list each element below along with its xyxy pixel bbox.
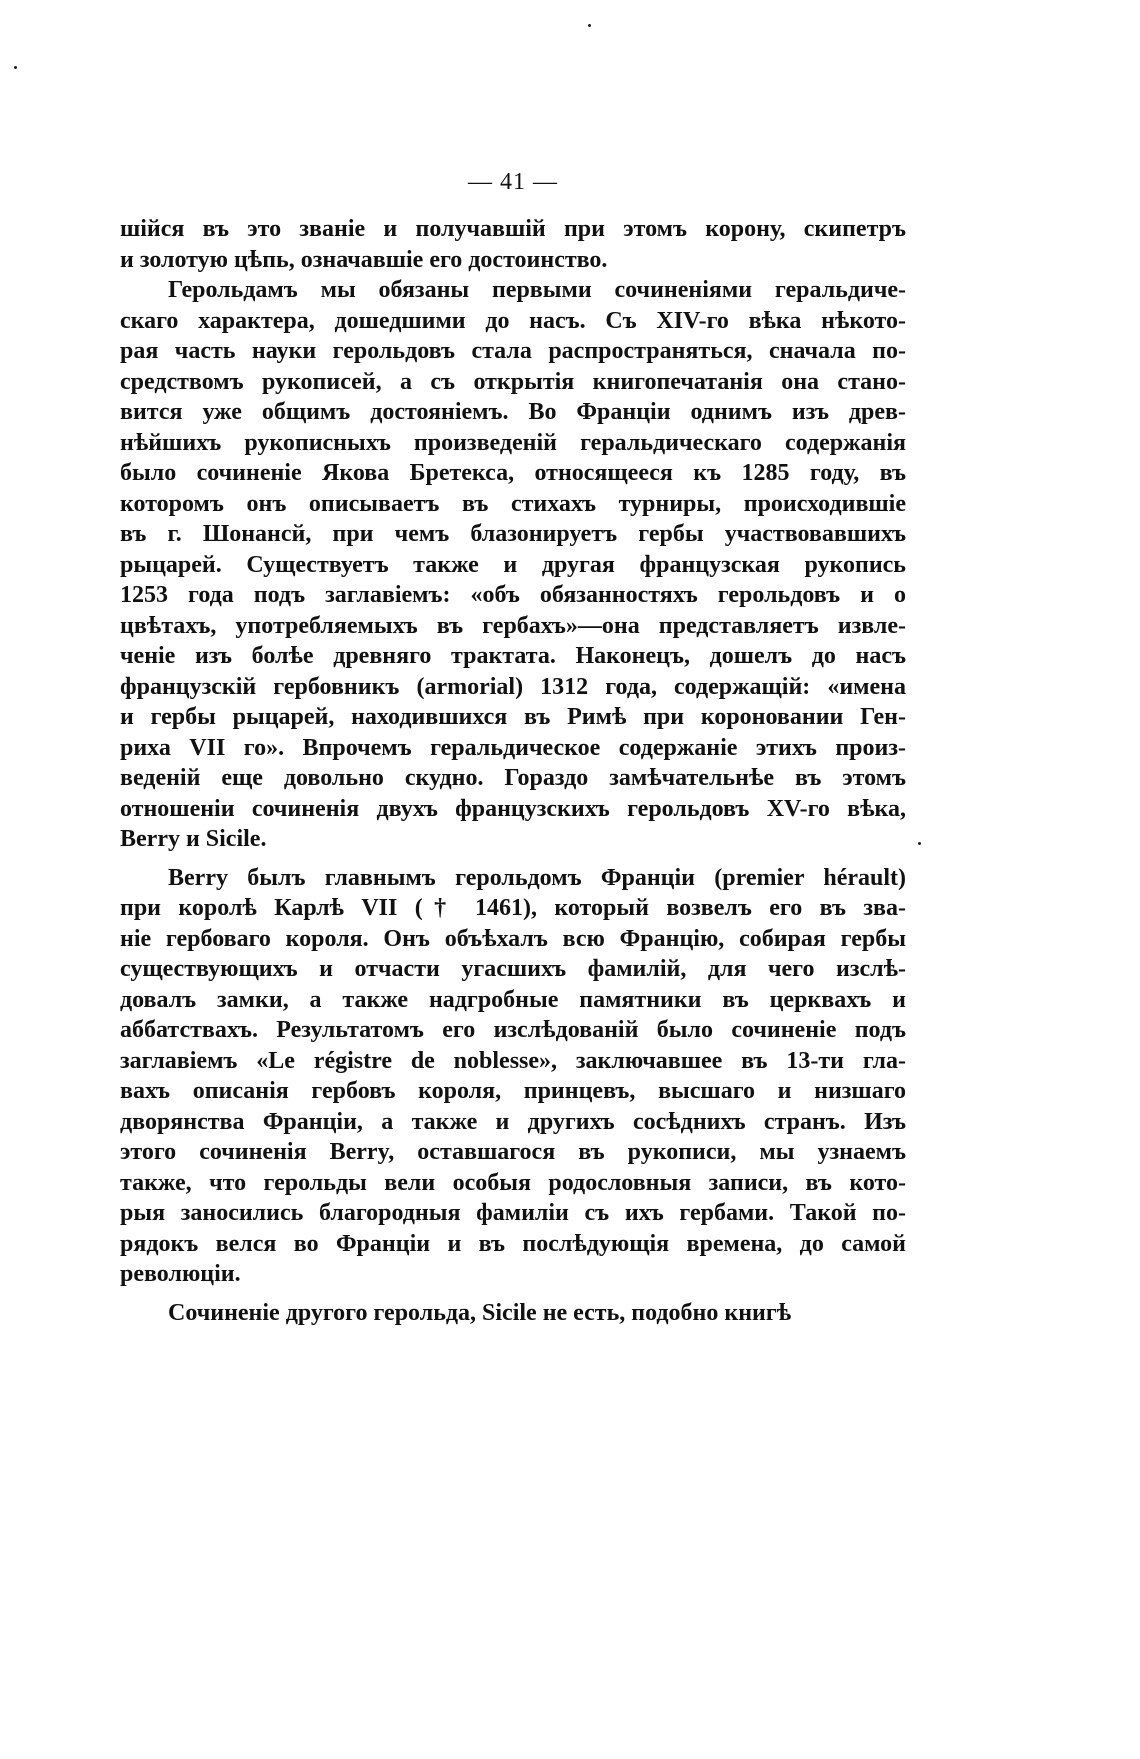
print-speck xyxy=(14,66,17,69)
text-line: также, что герольды вели особыя родословныя записи, въ кото- xyxy=(120,1169,906,1196)
text-line: ніе гербоваго короля. Онъ объѣхалъ всю Францію, собирая гербы xyxy=(120,925,906,952)
paragraph-gap xyxy=(120,855,906,863)
text-line: которомъ онъ описываетъ въ стихахъ турниры, происходившіе xyxy=(120,490,906,517)
text-line: 1253 года подъ заглавіемъ: «объ обязанностяхъ герольдовъ и о xyxy=(120,582,906,608)
text-line: рая часть науки герольдовъ стала распространяться, сначала по- xyxy=(120,338,906,364)
text-line: дворянства Франціи, а также и другихъ сосѣднихъ странъ. Изъ xyxy=(120,1108,906,1135)
page-number: — 41 — xyxy=(468,169,558,195)
text-line: вахъ описанія гербовъ короля, принцевъ, высшаго и низшаго xyxy=(120,1078,906,1104)
text-line: вится уже общимъ достояніемъ. Во Франціи однимъ изъ древ- xyxy=(120,399,906,425)
text-line: Berry и Sicile. xyxy=(120,826,267,852)
text-line: рыцарей. Существуетъ также и другая французская рукопись xyxy=(120,551,906,578)
text-line: въ г. Шонансй, при чемъ блазонируетъ гербы участвовавшихъ xyxy=(120,521,906,547)
paragraph xyxy=(120,275,906,855)
text-line: аббатствахъ. Результатомъ его изслѣдованій было сочиненіе подъ xyxy=(120,1017,906,1043)
text-line: ченіе изъ болѣе древняго трактата. Наконецъ, дошелъ до насъ xyxy=(120,643,906,669)
body-text xyxy=(120,214,906,1328)
text-line: заглавіемъ «Le régistre de noblesse», заключавшее въ 13-ти гла- xyxy=(120,1047,906,1074)
text-line: веденій еще довольно скудно. Гораздо замѣчательнѣе въ этомъ xyxy=(120,765,906,791)
paragraph xyxy=(120,863,906,1290)
text-line: и гербы рыцарей, находившихся въ Римѣ при короновании Ген- xyxy=(120,704,906,730)
book-page xyxy=(120,168,906,1328)
text-line: рядокъ велся во Франціи и въ послѣдующія времена, до самой xyxy=(120,1230,906,1257)
text-line: Герольдамъ мы обязаны первыми сочиненіями геральдиче- xyxy=(168,277,906,303)
text-line: французскій гербовникъ (armorial) 1312 года, содержащій: «имена xyxy=(120,673,906,700)
text-line: рыя заносились благородныя фамиліи съ ихъ гербами. Такой по- xyxy=(120,1200,906,1226)
text-line: существующихъ и отчасти угасшихъ фамилій, для чего изслѣ- xyxy=(120,956,906,982)
text-line: этого сочиненія Berry, оставшагося въ рукописи, мы узнаемъ xyxy=(120,1139,906,1165)
text-line: шійся въ это званіе и получавшій при этомъ корону, скипетръ xyxy=(120,216,906,242)
text-line: довалъ замки, а также надгробные памятники въ церквахъ и xyxy=(120,986,906,1013)
text-line: Сочиненіе другого герольда, Sicile не есть, подобно книгѣ xyxy=(168,1299,792,1326)
paragraph xyxy=(120,214,906,275)
text-line: было сочиненіе Якова Бретекса, относящееся къ 1285 году, въ xyxy=(120,460,906,486)
text-line: скаго характера, дошедшими до насъ. Съ XIV-го вѣка нѣкото- xyxy=(120,307,906,334)
text-line: Berry былъ главнымъ герольдомъ Франціи (premier hérault) xyxy=(168,864,906,891)
print-speck xyxy=(588,24,591,27)
text-line: нѣйшихъ рукописныхъ произведеній геральдическаго содержанія xyxy=(120,429,906,456)
text-line: риха VII го». Впрочемъ геральдическое содержаніе этихъ произ- xyxy=(120,734,906,761)
paragraph xyxy=(120,1298,906,1329)
print-speck xyxy=(918,842,921,845)
text-line: цвѣтахъ, употребляемыхъ въ гербахъ»—она представляетъ извле- xyxy=(120,612,906,639)
text-line: революціи. xyxy=(120,1261,241,1287)
text-line: при королѣ Карлѣ VII († 1461), который возвелъ его въ зва- xyxy=(120,895,906,921)
text-line: средствомъ рукописей, а съ открытія книгопечатанія она стано- xyxy=(120,368,906,395)
text-line: отношеніи сочиненія двухъ французскихъ герольдовъ XV-го вѣка, xyxy=(120,795,906,822)
text-line: и золотую цѣпь, означавшіе его достоинство. xyxy=(120,246,608,273)
paragraph-gap xyxy=(120,1290,906,1298)
